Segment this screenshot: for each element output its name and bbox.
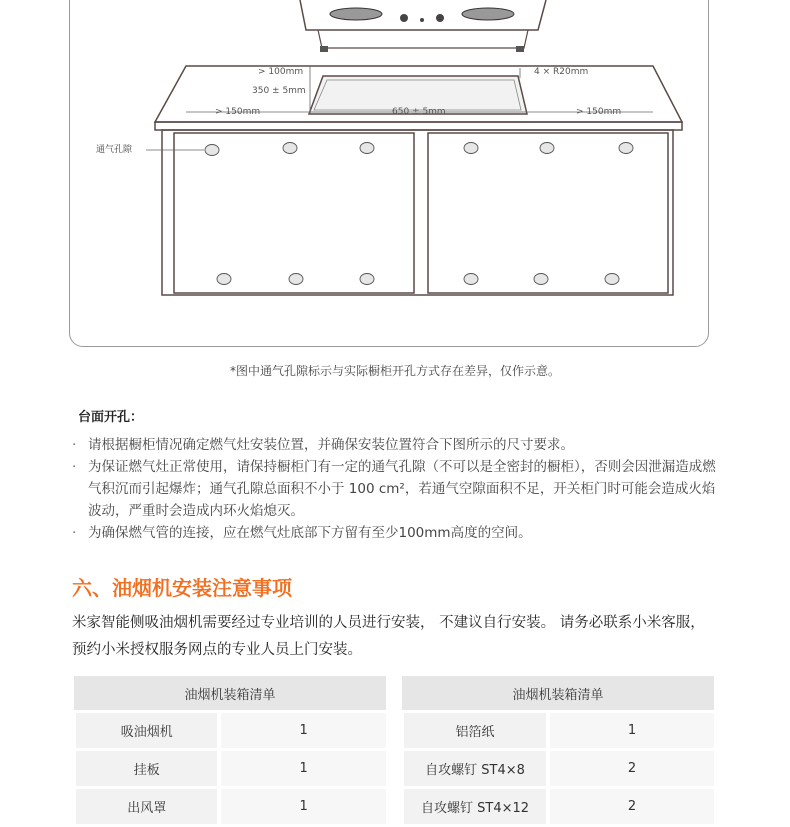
dim-label-side-right: > 150mm [576, 107, 622, 117]
packing-list-table-right [400, 676, 714, 827]
vent-label: 通气孔隙 [96, 145, 133, 155]
dim-label-clearance: > 100mm [258, 67, 304, 77]
item-name: 铝箔纸 [402, 712, 548, 750]
item-name: 吸油烟机 [74, 712, 219, 750]
bullet-item [72, 456, 722, 522]
bullet-dot: · [72, 525, 77, 541]
bullet-text: 为确保燃气管的连接，应在燃气灶底部下方留有至少100mm高度的空间。 [88, 525, 532, 541]
knob-left [400, 14, 408, 22]
vent-hole [619, 143, 633, 154]
item-name: 自攻螺钉 ST4×12 [402, 788, 548, 826]
cabinet-door-left [174, 133, 414, 293]
vent-hole [283, 143, 297, 154]
dim-label-radius: 4 × R20mm [534, 67, 589, 77]
bullet-text: 为保证燃气灶正常使用，请保持橱柜门有一定的通气孔隙（不可以是全密封的橱柜），否则会因泄漏造成燃气积沉而引起爆炸；通气孔隙总面积不小于 100 cm²，若通气空隙面积不足，开关柜门时可能会造成火焰波动，严重时会造成内环火焰熄灭。 [88, 459, 716, 519]
bullet-dot: · [72, 437, 77, 453]
countertop-bullets [72, 434, 722, 544]
dim-label-width: 650 ± 5mm [392, 107, 446, 117]
table-row [74, 712, 386, 750]
burner-left [330, 8, 382, 20]
item-name: 挂板 [74, 750, 219, 788]
table-header: 油烟机装箱清单 [74, 676, 386, 712]
vent-hole [205, 145, 219, 156]
vent-hole [605, 274, 619, 285]
burner-right [462, 8, 514, 20]
item-qty: 2 [548, 788, 714, 826]
dim-label-side-left: > 150mm [215, 107, 261, 117]
vent-hole [360, 274, 374, 285]
stove-foot-left [320, 46, 328, 52]
dim-label-depth: 350 ± 5mm [252, 86, 306, 96]
item-name: 自攻螺钉 ST4×8 [402, 750, 548, 788]
table-row [402, 750, 714, 788]
vent-hole [534, 274, 548, 285]
packing-list-table-left [72, 676, 386, 827]
item-qty: 1 [219, 750, 386, 788]
bullet-item [72, 434, 722, 456]
vent-hole [464, 274, 478, 285]
vent-hole [360, 143, 374, 154]
vent-hole [217, 274, 231, 285]
stove-foot-right [516, 46, 524, 52]
item-qty: 1 [219, 712, 386, 750]
gas-stove [300, 0, 546, 52]
cabinet [162, 130, 673, 295]
item-qty: 1 [548, 712, 714, 750]
countertop-heading: 台面开孔： [78, 410, 144, 425]
ignition-indicator [420, 18, 424, 22]
bullet-item [72, 522, 722, 544]
diagram-caption: *图中通气孔隙标示与实际橱柜开孔方式存在差异，仅作示意。 [229, 364, 560, 378]
table-row [74, 750, 386, 788]
cabinet-door-right [428, 133, 668, 293]
item-qty: 1 [219, 788, 386, 826]
vent-hole [464, 143, 478, 154]
section-title: 六、油烟机安装注意事项 [72, 576, 292, 600]
table-header: 油烟机装箱清单 [402, 676, 714, 712]
vent-hole [289, 274, 303, 285]
section-intro: 米家智能侧吸油烟机需要经过专业培训的人员进行安装， 不建议自行安装。 请务必联系小米客服， 预约小米授权服务网点的专业人员上门安装。 [72, 615, 705, 658]
bullet-dot: · [72, 459, 77, 475]
table-row [402, 712, 714, 750]
item-qty: 2 [548, 750, 714, 788]
vent-hole [540, 143, 554, 154]
stove-cabinet-diagram [0, 0, 790, 360]
knob-right [436, 14, 444, 22]
table-row [402, 788, 714, 826]
bullet-text: 请根据橱柜情况确定燃气灶安装位置，并确保安装位置符合下图所示的尺寸要求。 [88, 437, 574, 453]
item-name: 出风罩 [74, 788, 219, 826]
table-row [74, 788, 386, 826]
